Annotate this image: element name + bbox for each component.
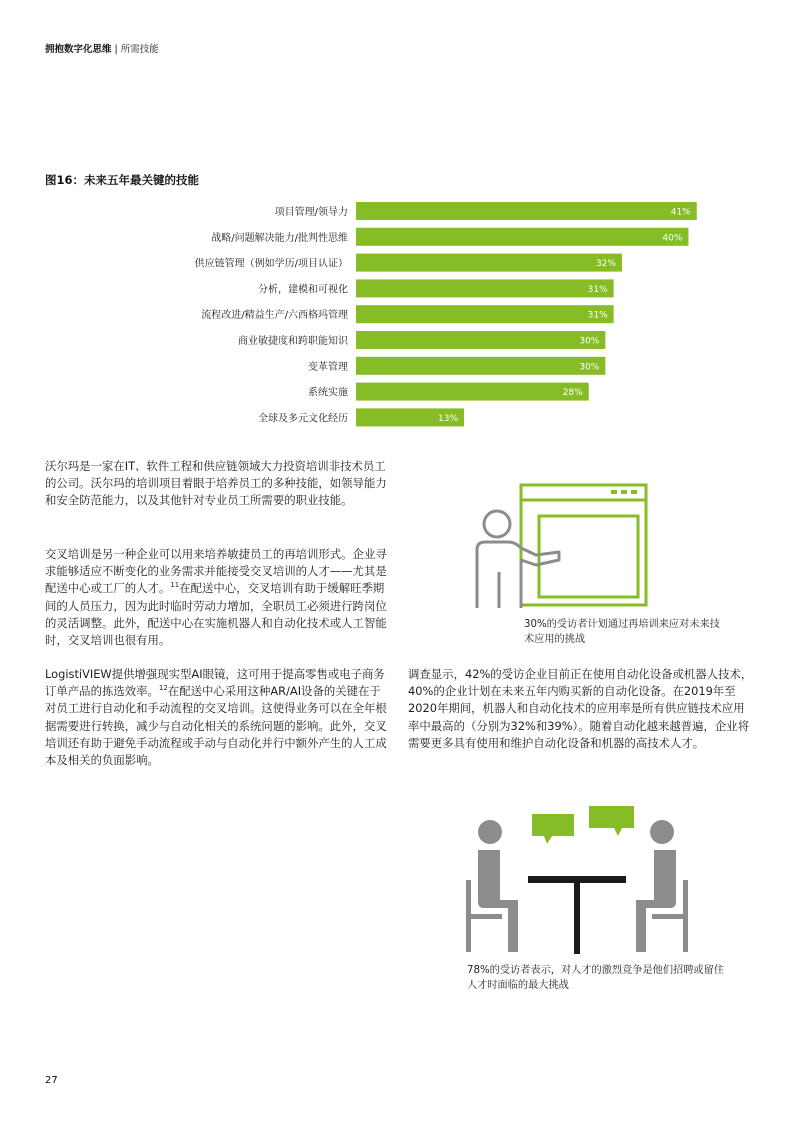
bar <box>356 228 688 246</box>
footnote-ref-11: 11 <box>170 581 180 590</box>
header-separator: | <box>114 44 118 55</box>
paragraph-cross-training-b: 在配送中心，交叉培训有助于缓解旺季期间的人员压力，因为此时临时劳动力增加，全职员工必须进行跨岗位的灵活调整。此外，配送中心在实施机器人和自动化技术或人工智能时，交叉培训也很有用。 <box>45 581 387 648</box>
interview-table-icon <box>462 802 692 960</box>
talent-callout: 78%的受访者表示，对人才的激烈竞争是他们招聘或留住人才时面临的最大挑战 <box>467 965 724 991</box>
bar <box>356 305 614 323</box>
category-label: 战略/问题解决能力/批判性思维 <box>211 232 348 244</box>
paragraph-walmart: 沃尔玛是一家在IT、软件工程和供应链领域大力投资培训非技术员工的公司。沃尔玛的培训项目着眼于培养员工的多种技能，如领导能力和安全防范能力，以及其他针对专业员工所需要的职业技能。 <box>45 459 387 508</box>
page-header <box>45 41 159 55</box>
value-label: 13% <box>438 413 459 424</box>
paragraph-logistiview <box>45 666 390 769</box>
category-label: 变革管理 <box>308 361 348 373</box>
bar <box>356 383 589 401</box>
header-section: 所需技能 <box>120 44 159 55</box>
value-label: 40% <box>662 233 683 244</box>
presenter-screen-icon <box>463 480 663 612</box>
value-label: 41% <box>670 207 691 218</box>
bar <box>356 279 614 297</box>
bar <box>356 202 697 220</box>
training-callout: 30%的受访者计划通过再培训来应对未来技术应用的挑战 <box>524 619 720 645</box>
paragraph-logistiview-a: LogistiVIEW提供增强现实型AI眼镜，这可用于提高零售或电子商务订单产品的拣选效率。 <box>45 667 385 699</box>
bar <box>356 254 622 272</box>
category-label: 项目管理/领导力 <box>274 207 348 218</box>
value-label: 31% <box>587 284 608 295</box>
paragraph-survey: 调查显示，42%的受访企业目前正在使用自动化设备或机器人技术，40%的企业计划在未来五年内购买新的自动化设备。在2019年至2020年期间，机器人和自动化技术的应用率是所有供应链技术应用率中最高的（分别为32%和39%）。随着自动化越来越普遍，企业将需要更多具有使用和维护自动化设备和机器的高技术人才。 <box>408 667 753 750</box>
paragraph-cross-training <box>45 546 390 649</box>
value-label: 30% <box>579 362 600 373</box>
page-number: 27 <box>45 1075 58 1086</box>
skills-bar-chart <box>0 196 793 436</box>
paragraph-logistiview-b: 在配送中心采用这种AR/AI设备的关键在于对员工进行自动化和手动流程的交叉培训。这使得业务可以在全年根据需要进行转换，减少与自动化相关的系统问题的影响。此外，交叉培训还有助于避免手动流程或手动与自动化并行中额外产生的人工成本及相关的负面影响。 <box>45 684 387 768</box>
bar <box>356 357 605 375</box>
category-label: 全球及多元文化经历 <box>258 413 348 425</box>
value-label: 30% <box>579 336 600 347</box>
paragraph-cross-training-a: 交叉培训是另一种企业可以用来培养敏捷员工的再培训形式。企业寻求能够适应不断变化的业务需求并能接受交叉培训的人才——尤其是配送中心或工厂的人才。 <box>45 547 387 596</box>
value-label: 28% <box>562 388 583 399</box>
figure-title: 图16：未来五年最关键的技能 <box>45 173 200 187</box>
footnote-ref-12: 12 <box>158 684 168 693</box>
category-label: 分析，建模和可视化 <box>258 284 348 296</box>
category-label: 供应链管理（例如学历/项目认证） <box>194 258 348 270</box>
category-label: 商业敏捷度和跨职能知识 <box>238 336 348 347</box>
bar <box>356 331 605 349</box>
value-label: 31% <box>587 310 608 321</box>
category-label: 系统实施 <box>308 387 348 399</box>
value-label: 32% <box>595 259 616 270</box>
category-label: 流程改进/精益生产/六西格玛管理 <box>201 310 348 322</box>
header-title: 拥抱数字化思维 <box>45 44 112 55</box>
